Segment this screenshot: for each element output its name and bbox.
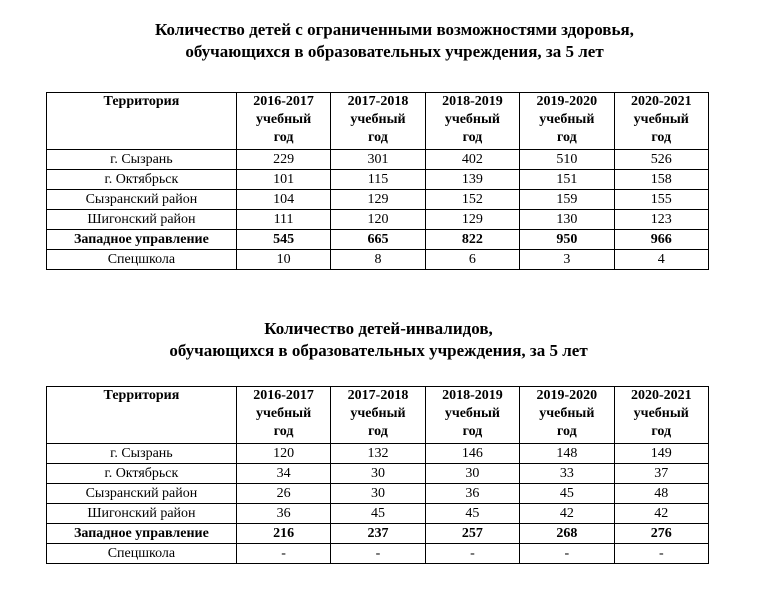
- table-row-total: [47, 230, 709, 250]
- cell-value: -: [236, 544, 330, 564]
- row-territory: г. Октябрьск: [47, 170, 237, 190]
- cell-value: 33: [520, 464, 614, 484]
- table1-title-line1: Количество детей с ограниченными возможностями здоровья,: [155, 20, 634, 39]
- cell-value: 148: [520, 444, 614, 464]
- cell-value: 665: [331, 230, 425, 250]
- header-year: 2018-2019 учебный год: [425, 387, 519, 444]
- cell-value: 120: [236, 444, 330, 464]
- table1-title: [10, 19, 769, 63]
- table2-title-line1: Количество детей-инвалидов,: [264, 319, 493, 338]
- table-row-total: [47, 524, 709, 544]
- cell-value: 115: [331, 170, 425, 190]
- table-row: [47, 484, 709, 504]
- cell-value: 34: [236, 464, 330, 484]
- row-territory: Сызранский район: [47, 484, 237, 504]
- row-territory: Сызранский район: [47, 190, 237, 210]
- cell-value: 123: [614, 210, 708, 230]
- row-territory: Шигонский район: [47, 210, 237, 230]
- header-year: 2017-2018 учебный год: [331, 387, 425, 444]
- header-year: 2019-2020 учебный год: [520, 93, 614, 150]
- row-territory: г. Октябрьск: [47, 464, 237, 484]
- cell-value: 37: [614, 464, 708, 484]
- cell-value: 159: [520, 190, 614, 210]
- cell-value: 268: [520, 524, 614, 544]
- cell-value: 45: [520, 484, 614, 504]
- cell-value: 120: [331, 210, 425, 230]
- row-territory: Западное управление: [47, 524, 237, 544]
- header-territory: Территория: [47, 93, 237, 150]
- cell-value: 151: [520, 170, 614, 190]
- cell-value: 30: [331, 464, 425, 484]
- cell-value: 545: [236, 230, 330, 250]
- cell-value: 48: [614, 484, 708, 504]
- cell-value: 10: [236, 250, 330, 270]
- table-row: [47, 250, 709, 270]
- header-year: 2020-2021 учебный год: [614, 93, 708, 150]
- header-territory: Территория: [47, 387, 237, 444]
- cell-value: 402: [425, 150, 519, 170]
- header-year: 2016-2017 учебный год: [236, 93, 330, 150]
- cell-value: -: [331, 544, 425, 564]
- row-territory: Спецшкола: [47, 250, 237, 270]
- cell-value: 26: [236, 484, 330, 504]
- cell-value: 526: [614, 150, 708, 170]
- cell-value: 276: [614, 524, 708, 544]
- row-territory: Западное управление: [47, 230, 237, 250]
- header-year: 2020-2021 учебный год: [614, 387, 708, 444]
- header-year: 2017-2018 учебный год: [331, 93, 425, 150]
- cell-value: 822: [425, 230, 519, 250]
- cell-value: 216: [236, 524, 330, 544]
- cell-value: 104: [236, 190, 330, 210]
- table2-title-line2: обучающихся в образовательных учреждения, за 5 лет: [169, 341, 588, 360]
- cell-value: 42: [614, 504, 708, 524]
- cell-value: 301: [331, 150, 425, 170]
- cell-value: 152: [425, 190, 519, 210]
- table-header-row: [47, 387, 709, 444]
- cell-value: 158: [614, 170, 708, 190]
- table-disabilities-limited: [46, 92, 709, 270]
- table2-title: [0, 318, 763, 362]
- table-row: [47, 150, 709, 170]
- table-row: [47, 444, 709, 464]
- table-row: [47, 210, 709, 230]
- table-row: [47, 504, 709, 524]
- row-territory: Спецшкола: [47, 544, 237, 564]
- cell-value: 45: [331, 504, 425, 524]
- row-territory: г. Сызрань: [47, 444, 237, 464]
- cell-value: 146: [425, 444, 519, 464]
- cell-value: 30: [331, 484, 425, 504]
- cell-value: 155: [614, 190, 708, 210]
- cell-value: 42: [520, 504, 614, 524]
- cell-value: 6: [425, 250, 519, 270]
- cell-value: 950: [520, 230, 614, 250]
- cell-value: 129: [331, 190, 425, 210]
- cell-value: 229: [236, 150, 330, 170]
- cell-value: 139: [425, 170, 519, 190]
- table-row: [47, 464, 709, 484]
- header-year: 2019-2020 учебный год: [520, 387, 614, 444]
- cell-value: 30: [425, 464, 519, 484]
- cell-value: 129: [425, 210, 519, 230]
- cell-value: 132: [331, 444, 425, 464]
- cell-value: -: [425, 544, 519, 564]
- cell-value: -: [614, 544, 708, 564]
- cell-value: 8: [331, 250, 425, 270]
- cell-value: 149: [614, 444, 708, 464]
- row-territory: Шигонский район: [47, 504, 237, 524]
- cell-value: 3: [520, 250, 614, 270]
- header-year: 2016-2017 учебный год: [236, 387, 330, 444]
- table-disabled-children: [46, 386, 709, 564]
- row-territory: г. Сызрань: [47, 150, 237, 170]
- cell-value: 257: [425, 524, 519, 544]
- cell-value: 510: [520, 150, 614, 170]
- table-header-row: [47, 93, 709, 150]
- cell-value: 4: [614, 250, 708, 270]
- cell-value: 101: [236, 170, 330, 190]
- table1-title-line2: обучающихся в образовательных учреждения, за 5 лет: [185, 42, 604, 61]
- table-row: [47, 190, 709, 210]
- cell-value: 36: [236, 504, 330, 524]
- cell-value: 237: [331, 524, 425, 544]
- cell-value: -: [520, 544, 614, 564]
- cell-value: 36: [425, 484, 519, 504]
- cell-value: 130: [520, 210, 614, 230]
- cell-value: 966: [614, 230, 708, 250]
- cell-value: 45: [425, 504, 519, 524]
- cell-value: 111: [236, 210, 330, 230]
- table-row: [47, 544, 709, 564]
- table-row: [47, 170, 709, 190]
- header-year: 2018-2019 учебный год: [425, 93, 519, 150]
